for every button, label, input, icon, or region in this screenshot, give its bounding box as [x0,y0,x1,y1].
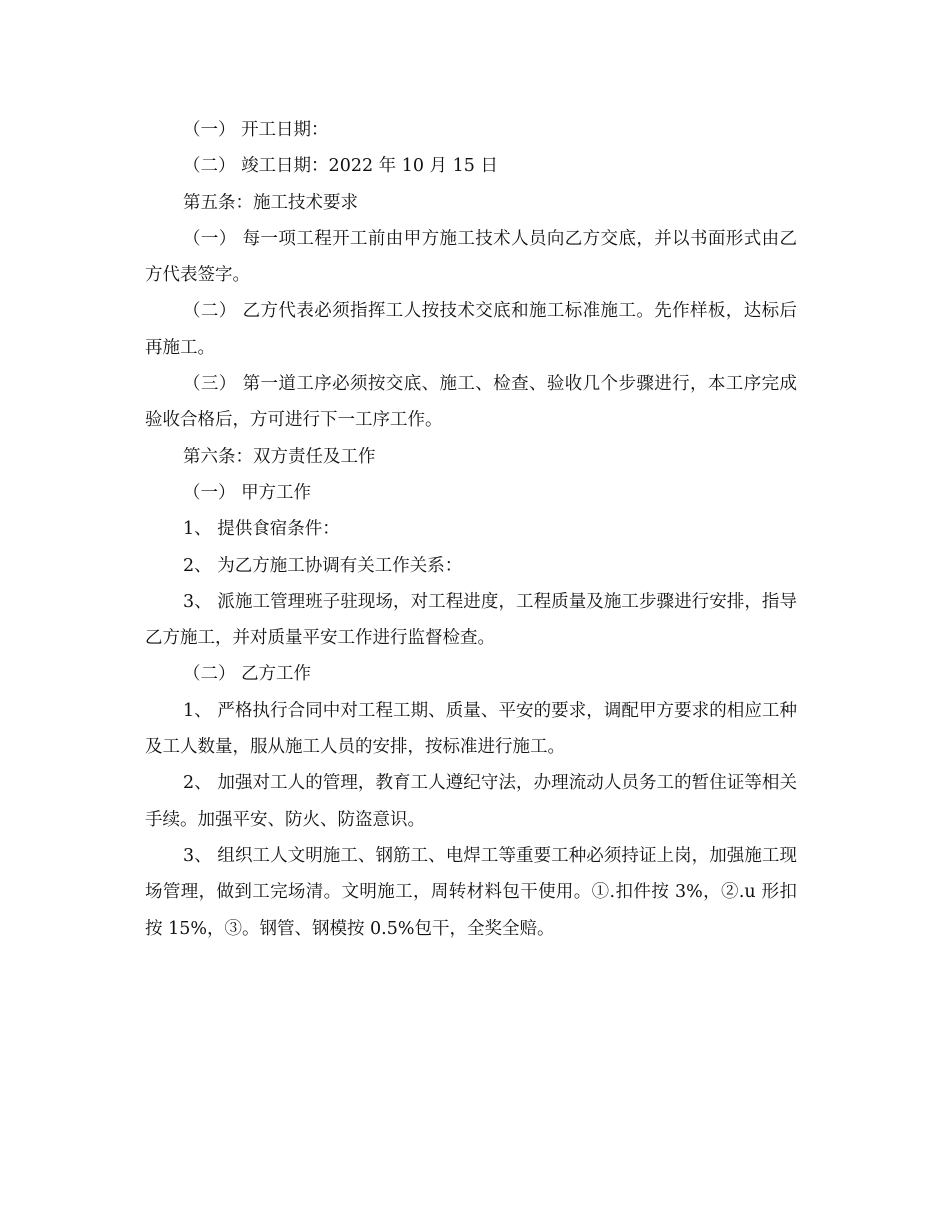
heading-article-5: 第五条：施工技术要求 [183,192,358,213]
heading-article-6: 第六条：双方责任及工作 [183,446,376,467]
subheading-party-a-work: （一） 甲方工作 [183,482,312,503]
para-article-5-item-1: （一） 每一项工程开工前由甲方施工技术人员向乙方交底，并以书面形式由乙方代表签字。 [145,228,797,286]
para-party-a-item-3: 3、 派施工管理班子驻现场，对工程进度，工程质量及施工步骤进行安排，指导乙方施工，并对质量平安工作进行监督检查。 [145,591,797,649]
document-body [145,112,797,947]
para-party-b-item-2: 2、 加强对工人的管理，教育工人遵纪守法，办理流动人员务工的暂住证等相关手续。加强平安、防火、防盗意识。 [145,773,797,830]
para-start-date: （一） 开工日期： [183,120,329,140]
para-party-b-item-1: 1、 严格执行合同中对工程工期、质量、平安的要求，调配甲方要求的相应工种及工人数量，服从施工人员的安排，按标准进行施工。 [145,700,797,758]
para-article-5-item-3: （三） 第一道工序必须按交底、施工、检查、验收几个步骤进行，本工序完成验收合格后，方可进行下一工序工作。 [145,374,797,431]
para-party-a-item-1: 1、 提供食宿条件： [183,519,340,540]
subheading-party-b-work: （二） 乙方工作 [183,664,312,685]
para-party-a-item-2: 2、 为乙方施工协调有关工作关系： [183,555,463,576]
para-party-b-item-3: 3、 组织工人文明施工、钢筋工、电焊工等重要工种必须持证上岗，加强施工现场管理，做到工完场清。文明施工，周转材料包干使用。①.扣件按 3%，②.u 形扣按 15%，③。钢管、钢模按 0.5%包干，全奖全赔。 [145,845,797,939]
para-article-5-item-2: （二） 乙方代表必须指挥工人按技术交底和施工标准施工。先作样板，达标后再施工。 [145,301,797,358]
para-completion-date: （二） 竣工日期：2022 年 10 月 15 日 [183,156,498,177]
